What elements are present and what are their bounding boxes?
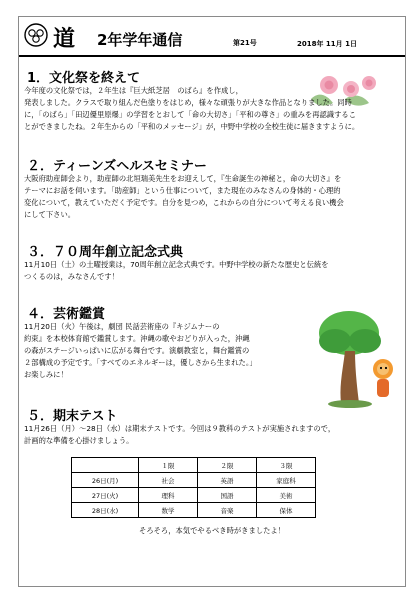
table-cell: 美術 xyxy=(257,488,316,503)
closing-message: そろそろ，本気でやるべき時がきましたよ！ xyxy=(139,526,285,535)
table-cell: 理科 xyxy=(139,488,198,503)
issue-number: 第21号 xyxy=(233,39,257,47)
table-cell: 国語 xyxy=(198,488,257,503)
masthead xyxy=(19,17,405,57)
masthead-title-kanji: 道 xyxy=(53,27,75,52)
section-3-body: 11月10日（土）の土曜授業は，70周年創立記念式典です。中野中学校の新たな歴史と伝統を つくるのは，みなさんです！ xyxy=(24,260,329,281)
section-2-body: 大阪府助産師会より，助産師の北垣瑞美先生をお迎えして，『生命誕生の神秘と，命の大切さ』を テーマにお話を伺います。「助産師」という仕事について，また現在のみなさんの身体的・心理的 変化について，教えていただく予定です。自分を見つめ，これからの自分について考える良い機会 にして下さい。 xyxy=(24,174,344,219)
table-row-day: 28日(水) xyxy=(72,503,139,518)
section-3-heading: ３．７０周年創立記念式典 xyxy=(27,245,184,260)
table-cell: 音楽 xyxy=(198,503,257,518)
exam-schedule-table xyxy=(71,457,316,518)
section-4-body: 11月20日（火）午後は，劇団 民話芸術座の『キジムナーの 約束』を本校体育館で鑑賞します。沖縄の歌やおどりが入った，沖縄 の森がステージいっぱいに広がる舞台です。演劇教室と，舞台鑑賞の ２部構成の予定です。「すべてのエネルギーは，優しさから生まれた。」 お楽しみに！ xyxy=(24,322,257,379)
table-row xyxy=(72,473,316,488)
banyan-tree-illustration-icon xyxy=(315,307,399,411)
issue-date: 2018年 11月 1日 xyxy=(297,40,357,48)
table-cell: 社会 xyxy=(139,473,198,488)
table-corner-cell xyxy=(72,458,139,473)
table-row-day: 27日(火) xyxy=(72,488,139,503)
table-row xyxy=(72,503,316,518)
section-2-heading: ２．ティーンズヘルスセミナー xyxy=(27,159,207,174)
table-cell: 数学 xyxy=(139,503,198,518)
table-header-cell: ２限 xyxy=(198,458,257,473)
section-4-heading: ４．芸術鑑賞 xyxy=(27,307,106,322)
table-header-cell: １限 xyxy=(139,458,198,473)
table-cell: 英語 xyxy=(198,473,257,488)
masthead-title: 2年学年通信 xyxy=(97,31,183,49)
table-header-cell: ３限 xyxy=(257,458,316,473)
table-cell: 家庭科 xyxy=(257,473,316,488)
table-row-day: 26日(月) xyxy=(72,473,139,488)
section-5-heading: ５．期末テスト xyxy=(27,409,118,424)
table-row xyxy=(72,488,316,503)
section-1-heading: 1．文化祭を終えて xyxy=(27,71,141,86)
table-cell: 保体 xyxy=(257,503,316,518)
newsletter-page xyxy=(18,16,406,587)
school-emblem-icon xyxy=(24,23,48,47)
section-1-body: 今年度の文化祭では，２年生は『巨大紙芝居 のばら』を作成し， 発表しました。クラスで取り組んだ色塗りをはじめ，様々な頑張りが大きな作品となりました。同時 に，「のばら」「田辺優里原爆」の学習をとおして「命の大切さ」「平和の尊さ」の重みを再認識するこ とができましたね。２年生からの「平和のメッセージ」が，中野中学校の全校生徒に届きますように。 xyxy=(24,86,360,131)
table-header-row xyxy=(72,458,316,473)
section-5-body: 11月26日（月）～28日（水）は期末テストです。今回は９教科のテストが実施されますので， 計画的な準備を心掛けましょう。 xyxy=(24,424,336,445)
